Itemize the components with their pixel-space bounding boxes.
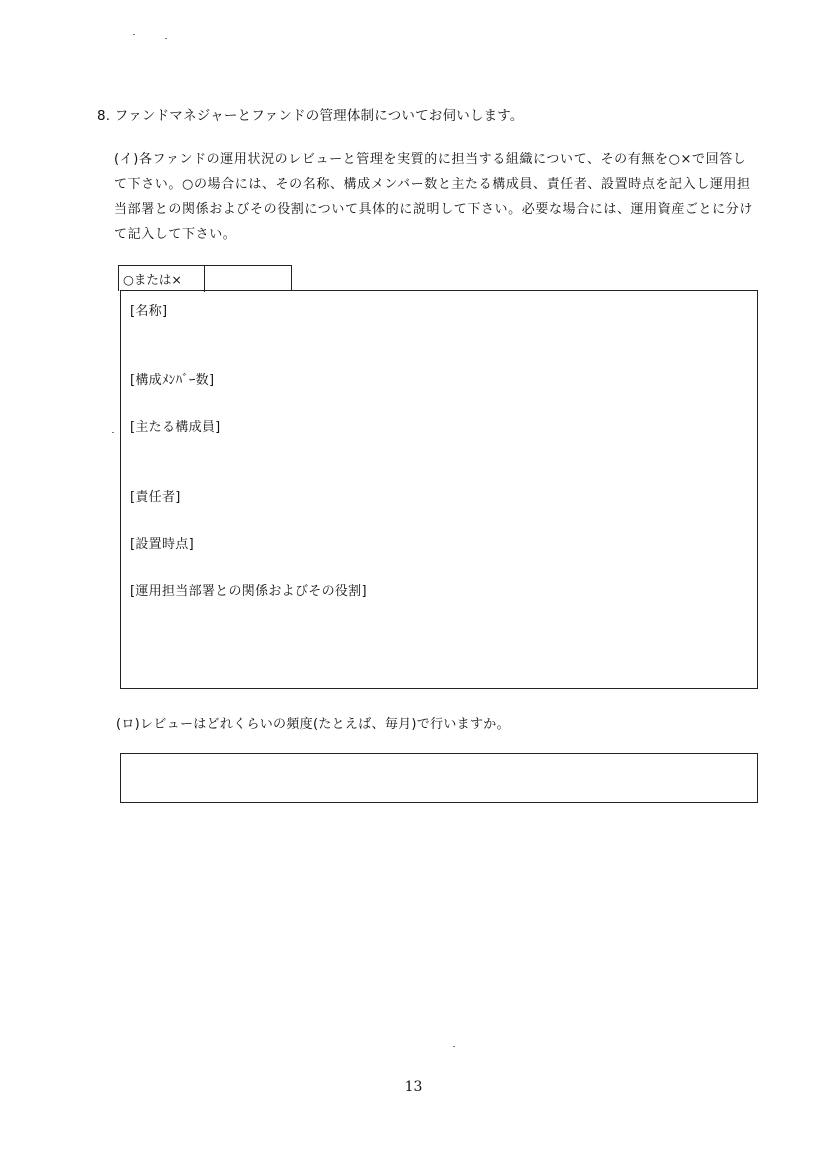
presence-mark-input[interactable] bbox=[206, 268, 290, 290]
field-main-members-label: [主たる構成員] bbox=[130, 420, 221, 435]
scan-speck bbox=[453, 1046, 455, 1047]
field-name-label: [名称] bbox=[130, 304, 168, 319]
question-ro-text: (ロ)レビューはどれくらいの頻度(たとえば、毎月)で行いますか。 bbox=[116, 717, 510, 732]
question-i-line: (イ)各ファンドの運用状況のレビューと管理を実質的に担当する組織について、その有無を○×で回答し bbox=[114, 152, 747, 167]
question-i-line: て記入して下さい。 bbox=[114, 227, 237, 242]
question-i-line: 当部署との関係およびその役割について具体的に説明して下さい。必要な場合には、運用資産ごとに分け bbox=[114, 202, 753, 217]
scan-speck bbox=[112, 432, 114, 433]
organization-answer-box[interactable] bbox=[120, 290, 758, 689]
field-established-date-label: [設置時点] bbox=[130, 537, 194, 552]
question-i-text bbox=[114, 147, 774, 247]
section-heading: 8. ファンドマネジャーとファンドの管理体制についてお伺いします。 bbox=[97, 108, 524, 124]
scan-speck bbox=[165, 38, 167, 39]
question-i-line: て下さい。○の場合には、その名称、構成メンバー数と主たる構成員、責任者、設置時点を記入し運用担 bbox=[114, 177, 751, 192]
page-number: 13 bbox=[404, 1079, 423, 1095]
presence-mark-label: ○または× bbox=[119, 266, 205, 292]
field-member-count-label: [構成ﾒﾝﾊﾞｰ数] bbox=[130, 373, 215, 388]
field-responsible-person-label: [責任者] bbox=[130, 490, 181, 505]
review-frequency-answer-box[interactable] bbox=[120, 753, 758, 803]
scan-speck bbox=[133, 34, 135, 35]
field-relationship-role-label: [運用担当部署との関係およびその役割] bbox=[130, 584, 367, 599]
presence-mark-box bbox=[118, 265, 292, 291]
